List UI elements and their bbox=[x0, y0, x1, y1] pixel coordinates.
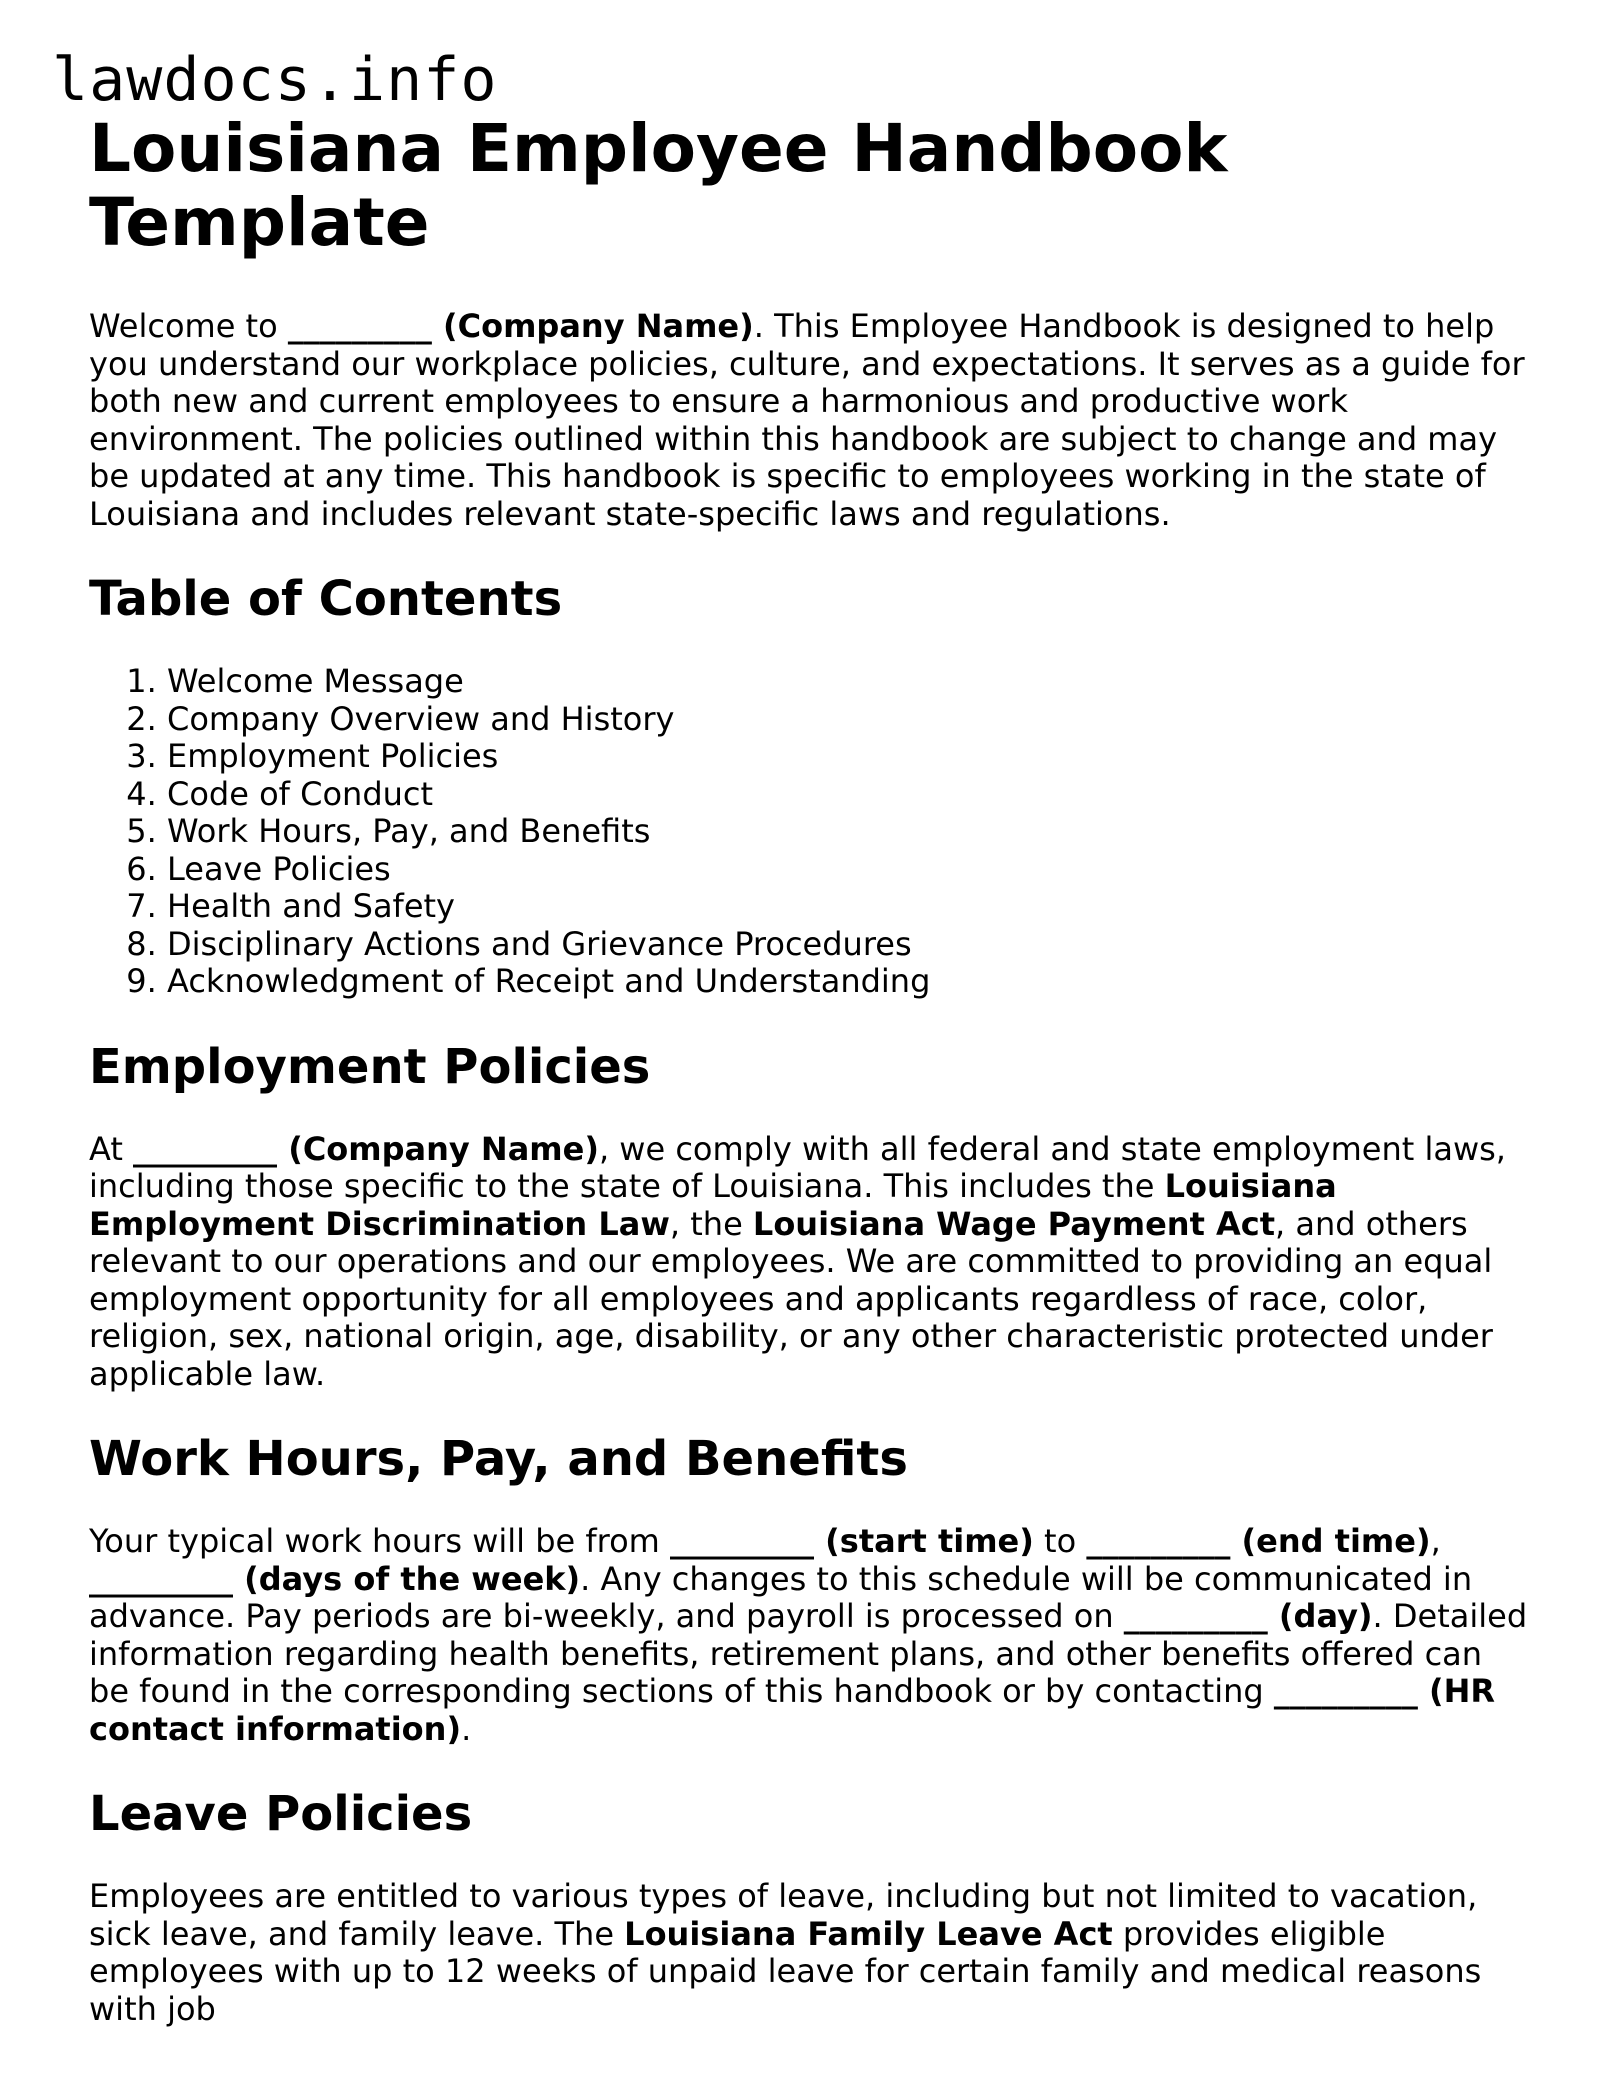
hr-contact-blank: _________ (HR contact information) bbox=[89, 1672, 1496, 1748]
intro-text-1: Welcome to bbox=[89, 307, 288, 345]
company-name-blank: _________ (Company Name) bbox=[287, 307, 754, 345]
work-text-6: . bbox=[461, 1709, 472, 1748]
toc-item: 7. Health and Safety bbox=[167, 888, 1529, 926]
toc-heading: Table of Contents bbox=[89, 571, 563, 627]
work-hours-paragraph bbox=[89, 1523, 1529, 1748]
employment-policies-paragraph bbox=[89, 1131, 1529, 1394]
work-hours-heading: Work Hours, Pay, and Benefits bbox=[89, 1431, 908, 1487]
start-time-blank: _________ (start time) bbox=[670, 1522, 1034, 1560]
work-text-1: Your typical work hours will be from bbox=[89, 1522, 671, 1560]
toc-item: 2. Company Overview and History bbox=[167, 701, 1529, 739]
law-name: Louisiana Wage Payment Act bbox=[752, 1204, 1276, 1243]
toc-item: 8. Disciplinary Actions and Grievance Procedures bbox=[167, 926, 1529, 964]
toc-item: 4. Code of Conduct bbox=[167, 776, 1529, 814]
document-title: Louisiana Employee Handbook Template bbox=[89, 110, 1228, 261]
intro-text-2: . This Employee Handbook is designed to help you understand our workplace policies, culture, and expectations. It serves as a guide for both new and current employees to ensure a harmonious and productive work environment. The policies outlined within this handbook are subject to change and may be updated at any time. This handbook is specific to employees working in the state of Louisiana and includes relevant state-specific laws and regulations. bbox=[89, 307, 1525, 533]
work-text-4: . Any changes to this schedule will be communicated in advance. Pay periods are bi-weekly, and payroll is processed on bbox=[89, 1559, 1473, 1635]
end-time-blank: _________ (end time) bbox=[1086, 1522, 1431, 1560]
document-page bbox=[89, 112, 1529, 2066]
toc-item: 9. Acknowledgment of Receipt and Understanding bbox=[167, 963, 1529, 1001]
employment-text-4: , and others relevant to our operations and our employees. We are committed to providing an equal employment opportunity for all employees and applicants regardless of race, color, religion, sex, national origin, age, disability, or any other characteristic protected under applicable law. bbox=[89, 1204, 1493, 1393]
work-text-3: , bbox=[1430, 1522, 1441, 1560]
intro-paragraph bbox=[89, 308, 1529, 533]
leave-policies-heading: Leave Policies bbox=[89, 1786, 473, 1842]
employment-text-1: At bbox=[89, 1129, 134, 1168]
employment-text-2: , we comply with all federal and state employment laws, including those specific to the state of Louisiana. This includes the bbox=[89, 1129, 1506, 1205]
law-name: Louisiana Family Leave Act bbox=[624, 1914, 1113, 1953]
law-name: Louisiana Employment Discrimination Law bbox=[89, 1167, 1337, 1243]
toc-item: 6. Leave Policies bbox=[167, 851, 1529, 889]
employment-policies-heading: Employment Policies bbox=[89, 1038, 651, 1095]
leave-policies-paragraph bbox=[89, 1878, 1529, 2028]
payroll-day-blank: _________ (day) bbox=[1123, 1597, 1373, 1635]
work-text-2: to bbox=[1033, 1522, 1087, 1560]
toc-item: 3. Employment Policies bbox=[167, 738, 1529, 776]
days-of-week-blank: _________ (days of the week) bbox=[89, 1559, 581, 1598]
site-watermark: lawdocs.info bbox=[52, 45, 498, 115]
leave-text-1: Employees are entitled to various types of leave, including but not limited to vacation, sick leave, and family leave. The bbox=[89, 1877, 1478, 1953]
leave-text-2: provides eligible employees with up to 12 weeks of unpaid leave for certain family and medical reasons with job bbox=[89, 1914, 1482, 2028]
company-name-blank: _________ (Company Name) bbox=[133, 1129, 599, 1168]
toc-list bbox=[89, 663, 1529, 1001]
employment-text-3: , the bbox=[669, 1204, 753, 1243]
work-text-5: . Detailed information regarding health benefits, retirement plans, and other benefits offered can be found in the corresponding sections of this handbook or by contacting bbox=[89, 1597, 1528, 1710]
toc-item: 5. Work Hours, Pay, and Benefits bbox=[167, 813, 1529, 851]
toc-item: 1. Welcome Message bbox=[167, 663, 1529, 701]
